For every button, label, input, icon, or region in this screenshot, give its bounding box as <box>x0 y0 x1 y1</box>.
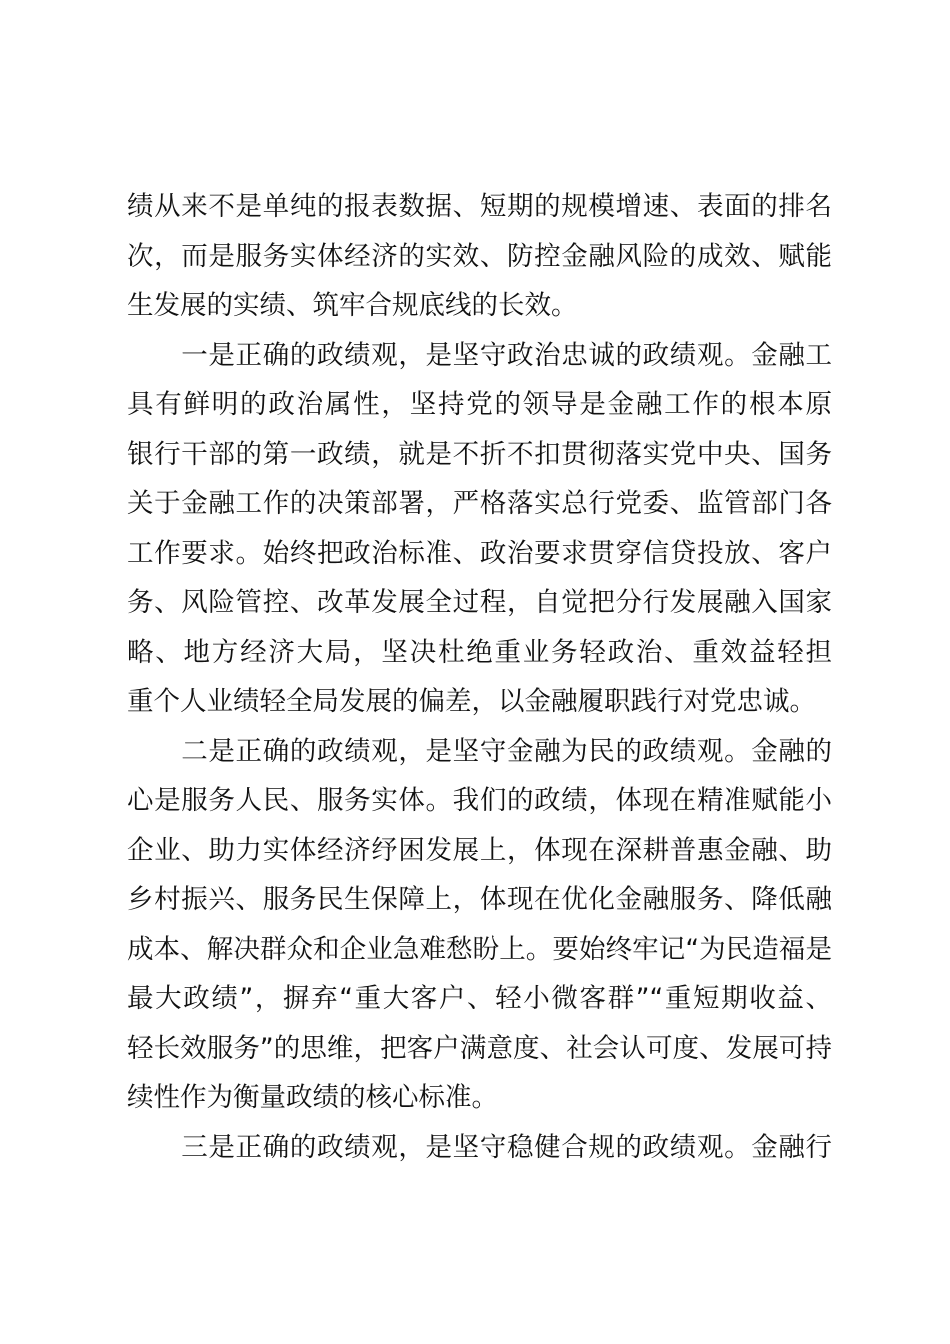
body-text <box>127 182 832 1172</box>
text-line: 心是服务人民、服务实体。我们的政绩，体现在精准赋能小 <box>127 785 832 816</box>
text-line: 重个人业绩轻全局发展的偏差，以金融履职践行对党忠诚。 <box>127 686 816 717</box>
text-line: 成本、解决群众和企业急难愁盼上。要始终牢记“为民造福是 <box>127 933 832 965</box>
text-line: 乡村振兴、服务民生保障上，体现在优化金融服务、降低融 <box>127 884 832 915</box>
paragraph-first-line: 一是正确的政绩观，是坚守政治忠诚的政绩观。金融工 <box>181 339 832 371</box>
text-line: 轻长效服务”的思维，把客户满意度、社会认可度、发展可持 <box>127 1032 832 1064</box>
text-line: 略、地方经济大局，坚决杜绝重业务轻政治、重效益轻担 <box>127 636 832 668</box>
text-line: 生发展的实绩、筑牢合规底线的长效。 <box>127 290 578 321</box>
text-line: 绩从来不是单纯的报表数据、短期的规模增速、表面的排名 <box>127 191 832 222</box>
text-line: 银行干部的第一政绩，就是不折不扣贯彻落实党中央、国务 <box>127 438 832 470</box>
text-line: 具有鲜明的政治属性，坚持党的领导是金融工作的根本原 <box>127 389 832 420</box>
text-line: 工作要求。始终把政治标准、政治要求贯穿信贷投放、客户 <box>127 537 832 569</box>
text-line: 次，而是服务实体经济的实效、防控金融风险的成效、赋能 <box>127 240 832 272</box>
text-line: 务、风险管控、改革发展全过程，自觉把分行发展融入国家 <box>127 587 832 618</box>
text-line: 关于金融工作的决策部署，严格落实总行党委、监管部门各 <box>127 488 832 519</box>
paragraph-first-line: 三是正确的政绩观，是坚守稳健合规的政绩观。金融行 <box>181 1131 832 1163</box>
text-line: 企业、助力实体经济纾困发展上，体现在深耕普惠金融、助 <box>127 834 832 866</box>
text-line: 续性作为衡量政绩的核心标准。 <box>127 1082 498 1113</box>
text-line: 最大政绩”，摒弃“重大客户、轻小微客群”“重短期收益、 <box>127 983 832 1014</box>
paragraph-first-line: 二是正确的政绩观，是坚守金融为民的政绩观。金融的 <box>181 735 832 767</box>
